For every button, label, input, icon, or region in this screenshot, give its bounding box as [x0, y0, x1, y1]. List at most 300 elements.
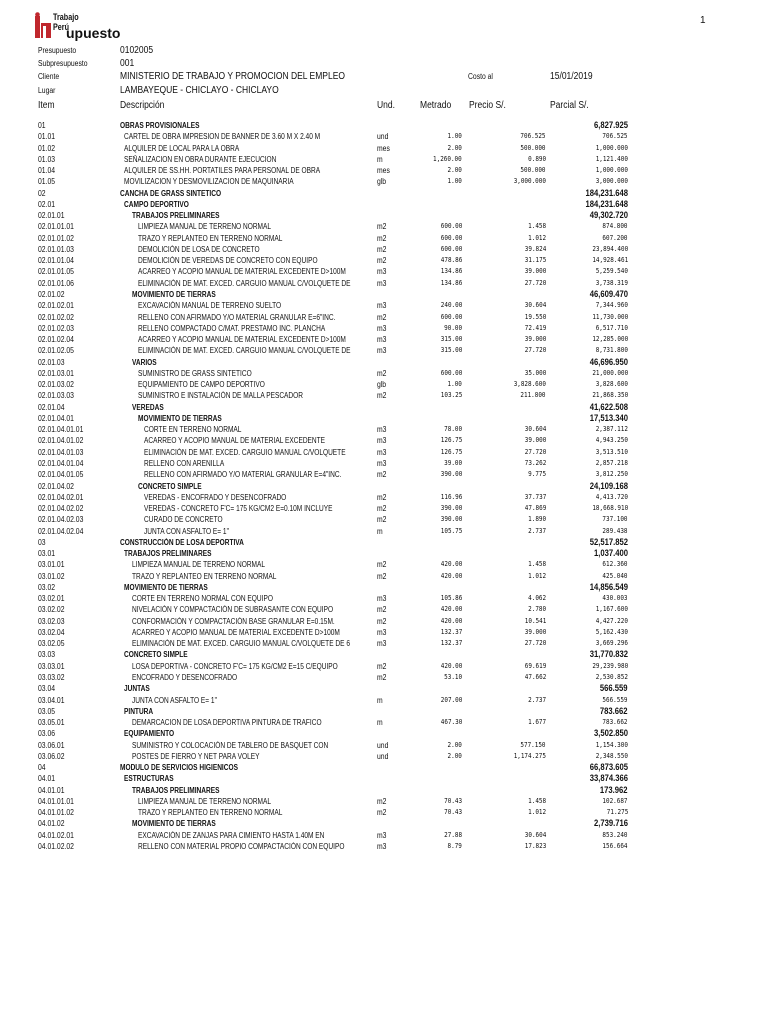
table-row [0, 616, 768, 627]
item-description: DEMOLICIÓN DE LOSA DE CONCRETO [138, 244, 260, 254]
item-code: 03.05.01 [38, 718, 65, 728]
item-parcial: 33,874.366 [589, 773, 628, 784]
page-number: 1 [700, 15, 706, 26]
item-parcial: 5,162.430 [595, 627, 628, 636]
item-metrado: 315.00 [440, 335, 462, 344]
item-description: ESTRUCTURAS [124, 774, 174, 784]
item-parcial: 6,827.925 [593, 120, 628, 130]
item-parcial: 49,302.720 [589, 210, 628, 221]
item-code: 02.01.01.04 [38, 256, 74, 266]
table-row [0, 300, 768, 311]
section-row [0, 402, 768, 413]
item-parcial: 783.662 [600, 705, 628, 716]
item-metrado: 390.00 [440, 515, 462, 524]
item-description: JUNTA CON ASFALTO E= 1" [132, 695, 217, 705]
item-precio: 39.000 [524, 436, 546, 445]
item-code: 03.04.01 [38, 695, 65, 705]
item-description: TRAZO Y REPLANTEO EN TERRENO NORMAL [138, 808, 283, 818]
item-parcial: 23,894.400 [592, 244, 628, 253]
item-unit: m2 [377, 661, 387, 671]
item-parcial: 14,856.549 [589, 581, 628, 592]
item-metrado: 478.86 [440, 256, 462, 265]
item-precio: 2.780 [528, 605, 546, 614]
item-description: SEÑALIZACION EN OBRA DURANTE EJECUCION [124, 154, 277, 164]
item-parcial: 12,285.000 [592, 335, 628, 344]
section-row [0, 537, 768, 548]
table-row [0, 526, 768, 537]
table-row [0, 661, 768, 672]
item-parcial: 853.240 [602, 830, 628, 839]
item-code: 01.04 [38, 166, 56, 176]
section-row [0, 289, 768, 300]
item-parcial: 4,943.250 [595, 436, 628, 445]
item-parcial: 21,000.000 [592, 368, 628, 377]
item-precio: 30.604 [524, 301, 546, 310]
item-precio: 30.604 [524, 425, 546, 434]
item-code: 02.01.02 [38, 289, 65, 299]
item-unit: m2 [377, 616, 387, 626]
item-precio: 500.000 [520, 166, 546, 175]
column-header-und: Und. [377, 100, 395, 111]
item-description: EQUIPAMIENTO [124, 729, 175, 739]
item-precio: 1.458 [528, 560, 546, 569]
item-metrado: 1.00 [447, 380, 462, 389]
item-metrado: 90.00 [444, 323, 462, 332]
item-precio: 1,174.275 [513, 751, 546, 760]
item-precio: 17.823 [524, 842, 546, 850]
item-unit: m3 [377, 278, 387, 288]
item-metrado: 1.00 [447, 177, 462, 186]
item-description: POSTES DE FIERRO Y NET PARA VOLEY [132, 751, 260, 761]
item-description: ELIMINACIÓN DE MAT. EXCED. CARGUIO MANUAL C/VOLQUETE DE [138, 346, 351, 356]
table-row [0, 154, 768, 165]
table-row [0, 593, 768, 604]
item-precio: 0.890 [528, 154, 546, 163]
item-code: 02.01.02.01 [38, 301, 74, 311]
section-row [0, 582, 768, 593]
item-metrado: 420.00 [440, 571, 462, 580]
item-metrado: 105.86 [440, 594, 462, 603]
column-header-parcial: Parcial S/. [550, 100, 589, 111]
section-row [0, 683, 768, 694]
item-metrado: 105.75 [440, 526, 462, 535]
item-code: 03.04 [38, 684, 56, 694]
item-description: CURADO DE CONCRETO [144, 515, 223, 525]
item-unit: m3 [377, 594, 387, 604]
item-unit: m3 [377, 842, 387, 851]
item-description: MODULO DE SERVICIOS HIGIENICOS [120, 763, 238, 773]
item-code: 02.01.04.02.04 [38, 526, 84, 536]
item-parcial: 184,231.648 [585, 198, 628, 209]
table-row [0, 503, 768, 514]
item-precio: 2.737 [528, 695, 546, 704]
item-precio: 1.890 [528, 515, 546, 524]
item-parcial: 71.275 [606, 808, 628, 817]
section-row [0, 706, 768, 717]
item-parcial: 184,231.648 [585, 187, 628, 198]
table-row [0, 751, 768, 762]
item-parcial: 29,239.980 [592, 661, 628, 670]
section-row [0, 818, 768, 829]
item-code: 03.03 [38, 650, 56, 660]
item-parcial: 1,000.000 [595, 166, 628, 175]
table-row [0, 278, 768, 289]
item-precio: 19.550 [524, 312, 546, 321]
item-code: 02.01.03 [38, 357, 65, 367]
item-code: 04.01.01.02 [38, 808, 74, 818]
item-description: CONFORMACIÓN Y COMPACTACIÓN BASE GRANULAR E=0.15M. [132, 616, 335, 626]
item-description: DEMARCACION DE LOSA DEPORTIVA PINTURA DE TRAFICO [132, 718, 322, 728]
table-row [0, 244, 768, 255]
item-metrado: 420.00 [440, 560, 462, 569]
presupuesto-value: 0102005 [120, 45, 154, 56]
item-description: CORTE EN TERRENO NORMAL CON EQUIPO [132, 594, 273, 604]
item-metrado: 2.00 [447, 751, 462, 760]
item-parcial: 3,669.296 [595, 639, 628, 648]
item-code: 02.01.04.01.01 [38, 425, 84, 435]
table-row [0, 165, 768, 176]
item-precio: 37.737 [524, 492, 546, 501]
item-code: 02.01.01.01 [38, 222, 74, 232]
item-code: 02.01.01.05 [38, 267, 74, 277]
item-metrado: 390.00 [440, 504, 462, 513]
costo-label: Costo al [468, 72, 493, 81]
item-parcial: 3,812.250 [595, 470, 628, 479]
section-row [0, 649, 768, 660]
item-precio: 706.525 [520, 132, 546, 141]
item-unit: m3 [377, 627, 387, 637]
item-code: 02.01.04.02.03 [38, 515, 84, 525]
item-description: OBRAS PROVISIONALES [120, 121, 200, 130]
item-parcial: 874.800 [602, 222, 628, 231]
item-parcial: 1,000.000 [595, 143, 628, 152]
table-row [0, 717, 768, 728]
item-description: EQUIPAMIENTO DE CAMPO DEPORTIVO [138, 380, 265, 390]
item-description: ALQUILER DE LOCAL PARA LA OBRA [124, 143, 240, 153]
table-row [0, 447, 768, 458]
item-metrado: 132.37 [440, 639, 462, 648]
item-precio: 39.000 [524, 627, 546, 636]
item-unit: und [377, 132, 389, 142]
item-precio: 39.000 [524, 335, 546, 344]
item-code: 02.01.04.01.02 [38, 436, 84, 446]
section-row [0, 120, 768, 131]
item-parcial: 2,530.852 [595, 673, 628, 682]
item-precio: 4.062 [528, 594, 546, 603]
item-code: 03.02.05 [38, 639, 65, 649]
item-parcial: 24,109.168 [589, 480, 628, 491]
item-metrado: 134.86 [440, 278, 462, 287]
item-metrado: 70.43 [444, 796, 462, 805]
item-parcial: 2,857.218 [595, 458, 628, 467]
item-code: 02.01 [38, 199, 56, 209]
item-description: VEREDAS - ENCOFRADO Y DESENCOFRADO [144, 492, 287, 502]
item-metrado: 126.75 [440, 447, 462, 456]
section-row [0, 357, 768, 368]
item-description: ELIMINACIÓN DE MAT. EXCED. CARGUIO MANUAL C/VOLQUETE [144, 447, 346, 457]
item-description: ACARREO Y ACOPIO MANUAL DE MATERIAL EXCEDENTE [144, 436, 326, 446]
item-metrado: 420.00 [440, 605, 462, 614]
item-code: 02.01.04.01.05 [38, 470, 84, 480]
item-metrado: 116.96 [440, 492, 462, 501]
item-code: 04 [38, 763, 46, 773]
table-row [0, 740, 768, 751]
item-precio: 39.000 [524, 267, 546, 276]
item-parcial: 3,513.510 [595, 447, 628, 456]
item-description: MOVIMIENTO DE TIERRAS [132, 289, 216, 299]
costo-date: 15/01/2019 [550, 71, 593, 82]
item-description: TRAZO Y REPLANTEO EN TERRENO NORMAL [132, 571, 277, 581]
item-description: EXCAVACIÓN MANUAL DE TERRENO SUELTO [138, 301, 282, 311]
item-description: MOVIMIENTO DE TIERRAS [138, 413, 222, 423]
table-row [0, 131, 768, 142]
item-code: 02.01.01.02 [38, 233, 74, 243]
item-precio: 47.662 [524, 673, 546, 682]
cliente-label: Cliente [38, 72, 60, 81]
item-unit: m2 [377, 560, 387, 570]
item-parcial: 7,344.960 [595, 301, 628, 310]
item-metrado: 70.43 [444, 808, 462, 817]
item-precio: 35.000 [524, 368, 546, 377]
item-description: TRABAJOS PRELIMINARES [132, 785, 220, 795]
table-row [0, 627, 768, 638]
item-metrado: 1.00 [447, 132, 462, 141]
item-description: RELLENO CON ARENILLA [144, 458, 225, 468]
item-description: CONCRETO SIMPLE [124, 650, 188, 660]
table-row [0, 672, 768, 683]
item-code: 02 [38, 188, 46, 198]
table-row [0, 233, 768, 244]
item-parcial: 41,622.508 [589, 401, 628, 412]
table-row [0, 143, 768, 154]
item-code: 02.01.02.03 [38, 323, 74, 333]
table-row [0, 390, 768, 401]
item-metrado: 315.00 [440, 346, 462, 355]
table-row [0, 492, 768, 503]
table-row [0, 379, 768, 390]
item-unit: und [377, 751, 389, 761]
item-description: CAMPO DEPORTIVO [124, 199, 189, 209]
item-description: PINTURA [124, 706, 154, 716]
section-row [0, 728, 768, 739]
item-code: 02.01.02.04 [38, 335, 74, 345]
table-row [0, 514, 768, 525]
item-unit: m2 [377, 368, 387, 378]
item-parcial: 11,730.000 [592, 312, 628, 321]
item-description: TRABAJOS PRELIMINARES [132, 211, 220, 221]
item-code: 03 [38, 537, 46, 547]
item-parcial: 4,427.220 [595, 616, 628, 625]
section-row [0, 548, 768, 559]
item-code: 01.01 [38, 132, 56, 142]
table-row [0, 312, 768, 323]
item-precio: 72.419 [524, 323, 546, 332]
item-unit: m2 [377, 312, 387, 322]
item-unit: glb [377, 380, 387, 390]
table-row [0, 176, 768, 187]
item-parcial: 8,731.800 [595, 346, 628, 355]
item-unit: m2 [377, 391, 387, 401]
item-unit: m3 [377, 830, 387, 840]
item-description: ALQUILER DE SS.HH. PORTATILES PARA PERSONAL DE OBRA [124, 166, 321, 176]
item-unit: m [377, 154, 383, 164]
item-code: 04.01.01.01 [38, 796, 74, 806]
item-unit: m3 [377, 639, 387, 649]
section-row [0, 210, 768, 221]
item-code: 02.01.04.02 [38, 481, 74, 491]
item-unit: m2 [377, 492, 387, 502]
item-code: 04.01.02.01 [38, 830, 74, 840]
item-parcial: 173.962 [600, 784, 628, 795]
item-parcial: 706.525 [602, 132, 628, 141]
item-metrado: 390.00 [440, 470, 462, 479]
item-metrado: 600.00 [440, 233, 462, 242]
item-description: JUNTA CON ASFALTO E= 1" [144, 526, 229, 536]
item-parcial: 21,868.350 [592, 391, 628, 400]
item-description: LIMPIEZA MANUAL DE TERRENO NORMAL [138, 796, 272, 806]
item-description: ENCOFRADO Y DESENCOFRADO [132, 673, 238, 683]
table-row [0, 638, 768, 649]
table-row [0, 559, 768, 570]
item-description: MOVILIZACION Y DESMOVILIZACION DE MAQUINARIA [124, 177, 294, 187]
column-header-descripcion: Descripción [120, 100, 165, 111]
item-code: 03.03.02 [38, 673, 65, 683]
item-metrado: 126.75 [440, 436, 462, 445]
item-precio: 211.800 [520, 391, 546, 400]
item-unit: m2 [377, 222, 387, 232]
cliente-value: MINISTERIO DE TRABAJO Y PROMOCION DEL EMPLEO [120, 71, 345, 82]
logo-text: Trabajo Perú [53, 12, 79, 32]
item-unit: m2 [377, 504, 387, 514]
item-description: CONCRETO SIMPLE [138, 481, 202, 491]
presupuesto-label: Presupuesto [38, 46, 77, 55]
item-metrado: 1,260.00 [433, 154, 462, 163]
item-precio: 27.720 [524, 447, 546, 456]
item-parcial: 425.040 [602, 571, 628, 580]
item-metrado: 53.10 [444, 673, 462, 682]
section-row [0, 481, 768, 492]
item-parcial: 2,739.716 [593, 818, 628, 829]
item-unit: mes [377, 143, 390, 153]
item-code: 02.01.04.01 [38, 413, 74, 423]
item-parcial: 1,167.600 [595, 605, 628, 614]
item-description: DEMOLICIÓN DE VEREDAS DE CONCRETO CON EQUIPO [138, 256, 318, 266]
item-unit: m [377, 526, 383, 536]
item-code: 01.05 [38, 177, 56, 187]
item-parcial: 2,348.550 [595, 751, 628, 760]
item-precio: 10.541 [524, 616, 546, 625]
item-precio: 73.262 [524, 458, 546, 467]
table-row [0, 469, 768, 480]
table-row [0, 830, 768, 841]
item-parcial: 3,738.319 [595, 278, 628, 287]
item-description: MOVIMIENTO DE TIERRAS [124, 582, 208, 592]
item-precio: 3,000.000 [513, 177, 546, 186]
item-unit: m [377, 718, 383, 728]
item-code: 03.01 [38, 549, 56, 559]
item-code: 04.01.02 [38, 819, 65, 829]
item-unit: m2 [377, 605, 387, 615]
item-unit: m2 [377, 673, 387, 683]
item-unit: m3 [377, 323, 387, 333]
item-code: 03.02.04 [38, 627, 65, 637]
item-parcial: 566.559 [600, 683, 628, 694]
item-code: 03.06.02 [38, 751, 65, 761]
section-row [0, 773, 768, 784]
item-metrado: 207.00 [440, 695, 462, 704]
section-row [0, 199, 768, 210]
item-metrado: 240.00 [440, 301, 462, 310]
item-unit: m2 [377, 571, 387, 581]
item-description: TRAZO Y REPLANTEO EN TERRENO NORMAL [138, 233, 283, 243]
item-description: SUMINISTRO DE GRASS SINTETICO [138, 368, 252, 378]
item-metrado: 103.25 [440, 391, 462, 400]
item-metrado: 2.00 [447, 143, 462, 152]
item-code: 04.01 [38, 774, 56, 784]
item-unit: m3 [377, 436, 387, 446]
item-code: 03.02 [38, 582, 56, 592]
item-unit: m [377, 695, 383, 705]
table-row [0, 807, 768, 818]
item-description: RELLENO CON AFIRMADO Y/O MATERIAL GRANULAR E=4"INC. [144, 470, 342, 480]
item-metrado: 420.00 [440, 661, 462, 670]
item-code: 03.03.01 [38, 661, 65, 671]
item-code: 02.01.03.02 [38, 380, 74, 390]
item-description: RELLENO CON AFIRMADO Y/O MATERIAL GRANULAR E=6"INC. [138, 312, 336, 322]
table-row [0, 435, 768, 446]
item-parcial: 6,517.710 [595, 323, 628, 332]
item-precio: 47.869 [524, 504, 546, 513]
item-precio: 69.619 [524, 661, 546, 670]
section-row [0, 762, 768, 773]
item-code: 02.01.02.05 [38, 346, 74, 356]
item-code: 03.02.01 [38, 594, 65, 604]
item-parcial: 430.003 [602, 594, 628, 603]
item-description: NIVELACIÓN Y COMPACTACIÓN DE SUBRASANTE CON EQUIPO [132, 605, 334, 615]
item-precio: 1.012 [528, 571, 546, 580]
item-parcial: 102.687 [602, 796, 628, 805]
item-unit: m2 [377, 808, 387, 818]
item-description: ACARREO Y ACOPIO MANUAL DE MATERIAL EXCEDENTE D>100M [138, 267, 346, 277]
item-description: LIMPIEZA MANUAL DE TERRENO NORMAL [138, 222, 272, 232]
item-unit: m3 [377, 458, 387, 468]
item-parcial: 289.438 [602, 526, 628, 535]
item-description: VEREDAS - CONCRETO F'C= 175 KG/CM2 E=0.10M INCLUYE [144, 504, 333, 514]
item-metrado: 600.00 [440, 312, 462, 321]
item-code: 02.01.03.03 [38, 391, 74, 401]
item-parcial: 3,000.000 [595, 177, 628, 186]
item-description: EXCAVACIÓN DE ZANJAS PARA CIMIENTO HASTA 1.40M EN [138, 830, 325, 840]
item-code: 01.02 [38, 143, 56, 153]
item-unit: m3 [377, 346, 387, 356]
item-metrado: 134.86 [440, 267, 462, 276]
item-parcial: 156.664 [602, 842, 628, 850]
item-precio: 1.458 [528, 222, 546, 231]
item-parcial: 3,502.850 [593, 728, 628, 739]
item-metrado: 39.00 [444, 458, 462, 467]
item-precio: 31.175 [524, 256, 546, 265]
item-description: ACARREO Y ACOPIO MANUAL DE MATERIAL EXCEDENTE D>100M [132, 627, 340, 637]
item-parcial: 4,413.720 [595, 492, 628, 501]
item-parcial: 783.662 [602, 718, 628, 727]
item-parcial: 737.100 [602, 515, 628, 524]
item-metrado: 78.00 [444, 425, 462, 434]
item-parcial: 14,928.461 [592, 256, 628, 265]
item-code: 02.01.01 [38, 211, 65, 221]
item-code: 01.03 [38, 154, 56, 164]
item-code: 01 [38, 121, 46, 130]
item-code: 03.01.01 [38, 560, 65, 570]
